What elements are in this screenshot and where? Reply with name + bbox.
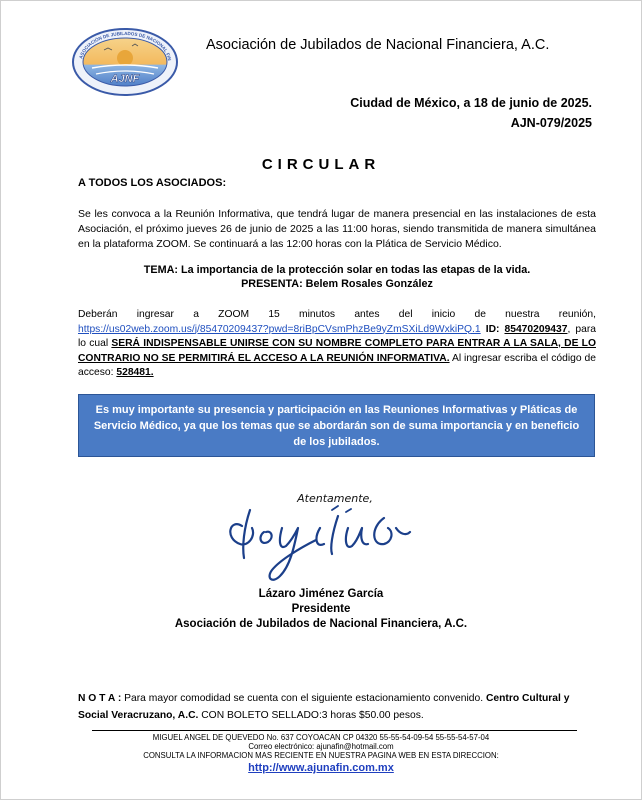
zoom-instructions xyxy=(78,308,596,381)
signer-name: Lázaro Jiménez García xyxy=(258,588,384,600)
footer-note: CONSULTA LA INFORMACION MAS RECIENTE EN NUESTRA PAGINA WEB EN ESTA DIRECCION: xyxy=(143,751,499,760)
date-line: Ciudad de México, a 18 de junio de 2025. xyxy=(350,96,592,110)
highlight-text: Es muy importante su presencia y participación en las Reuniones Informativas y Pláticas de Servicio Médico, ya que los temas que se abordarán son de suma importancia y en beneficio de los jubilados. xyxy=(93,403,580,448)
zoom-lead-text: Deberán ingresar a ZOOM 15 minutos antes del inicio de nuestra reunión, xyxy=(78,309,596,320)
logo-ring-text: ASOCIACIÓN DE JUBILADOS DE NACIONAL FIN xyxy=(78,30,172,61)
website-link[interactable]: http://www.ajunafin.com.mx xyxy=(248,762,394,774)
footer-email: Correo electrónico: ajunafin@hotmail.com xyxy=(248,742,394,751)
document-title: CIRCULAR xyxy=(261,156,381,173)
zoom-access-code: 528481. xyxy=(116,367,154,378)
footer-address: MIGUEL ANGEL DE QUEVEDO No. 637 COYOACAN CP 04320 55-55-54-09-54 55-55-54-57-04 xyxy=(152,733,490,742)
zoom-mid-text: , para lo cual xyxy=(78,323,596,349)
addressee: A TODOS LOS ASOCIADOS: xyxy=(78,177,227,189)
topic-line: TEMA: La importancia de la protección solar en todas las etapas de la vida. xyxy=(143,264,531,276)
closing-text: Atentamente, xyxy=(297,492,373,505)
signer-title: Presidente xyxy=(291,603,351,615)
handwritten-signature xyxy=(220,488,450,588)
organization-header: Asociación de Jubilados de Nacional Financiera, A.C. xyxy=(206,37,550,53)
note-label: N O T A : xyxy=(78,693,122,704)
zoom-link[interactable]: https://us02web.zoom.us/j/85470209437?pwd=8riBpCVsmPhzBe9yZmSXiLd9WxkiPQ.1 xyxy=(78,323,481,335)
parking-place: Centro Cultural y Social Veracruzano, A.C. xyxy=(78,693,570,721)
note-section xyxy=(78,690,596,724)
zoom-id-label: ID: xyxy=(485,323,500,335)
reference-number: AJN-079/2025 xyxy=(510,116,592,130)
note-text: Para mayor comodidad se cuenta con el siguiente estacionamiento convenido. xyxy=(124,693,484,704)
zoom-id-value: 85470209437 xyxy=(504,323,568,335)
footer-divider xyxy=(92,730,577,731)
zoom-warning: SERÁ INDISPENSABLE UNIRSE CON SU NOMBRE COMPLETO PARA ENTRAR A LA SALA, DE LO CONTRARIO NO SE PERMITIRÁ EL ACCESO A LA REUNIÓN INFORMATIVA. xyxy=(78,338,596,364)
signer-association: Asociación de Jubilados de Nacional Financiera, A.C. xyxy=(174,618,468,630)
intro-paragraph: Se les convoca a la Reunión Informativa, que tendrá lugar de manera presencial en las instalaciones de esta Asociación, el próximo jueves 26 de junio de 2025 a las 11:00 horas, siendo transmitida de manera simultánea en la plataforma ZOOM. Se continuará a las 12:00 horas con la Plática de Servicio Médico. xyxy=(78,208,596,250)
logo-text: AJNF xyxy=(110,73,140,85)
zoom-code-lead: Al ingresar escriba el código de acceso: xyxy=(78,352,596,378)
parking-terms: CON BOLETO SELLADO:3 horas $50.00 pesos. xyxy=(201,710,424,721)
highlight-box xyxy=(78,394,595,457)
footer-website xyxy=(0,762,642,774)
presenter-line: PRESENTA: Belem Rosales González xyxy=(241,278,433,290)
ajnf-logo xyxy=(72,28,178,96)
